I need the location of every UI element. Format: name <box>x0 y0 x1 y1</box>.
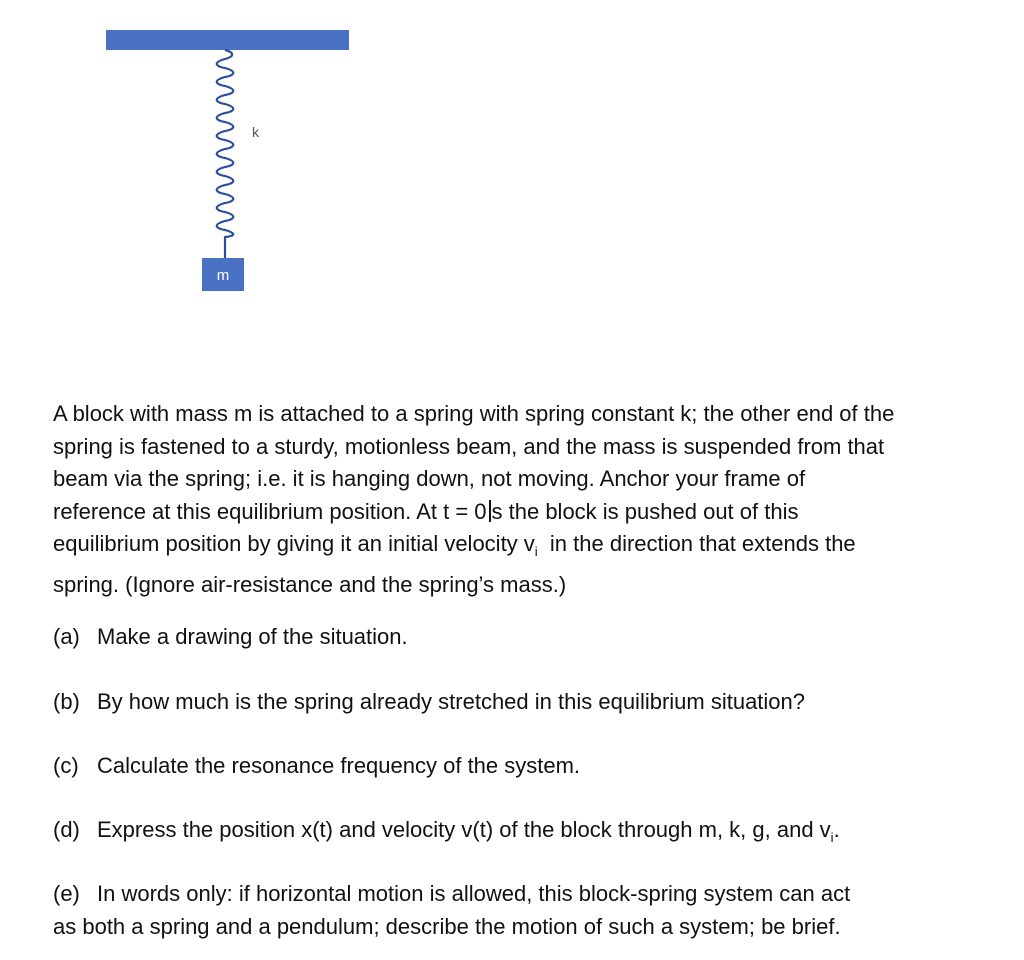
text-cursor <box>489 500 491 522</box>
problem-statement <box>53 398 1013 601</box>
question-a <box>53 621 408 654</box>
question-c <box>53 750 580 783</box>
spring-constant-label: k <box>252 124 259 140</box>
statement-line: beam via the spring; i.e. it is hanging down, not moving. Anchor your frame of <box>53 466 806 491</box>
spring-mass-diagram <box>0 0 400 320</box>
question-text: Express the position x(t) and velocity v(t) of the block through m, k, g, and v <box>97 817 831 842</box>
statement-line <box>53 528 1013 569</box>
question-tag: (d) <box>53 817 80 842</box>
question-tag: (e) <box>53 881 80 906</box>
spring-coil <box>217 50 234 258</box>
beam <box>106 30 349 50</box>
question-text: Calculate the resonance frequency of the system. <box>97 753 581 778</box>
question-text: In words only: if horizontal motion is allowed, this block-spring system can act <box>97 881 851 906</box>
question-e <box>53 878 850 943</box>
question-tag: (c) <box>53 753 79 778</box>
statement-line: spring is fastened to a sturdy, motionless beam, and the mass is suspended from that <box>53 433 885 459</box>
statement-line: spring. (Ignore air-resistance and the spring’s mass.) <box>53 571 567 597</box>
statement-text: equilibrium position by giving it an initial velocity v <box>53 531 535 556</box>
question-text: as both a spring and a pendulum; describe the motion of such a system; be brief. <box>53 913 841 939</box>
velocity-subscript: i <box>830 830 834 845</box>
question-tag: (a) <box>53 624 80 649</box>
statement-text: reference at this equilibrium position. At t = 0 <box>53 498 487 524</box>
question-text: By how much is the spring already stretched in this equilibrium situation? <box>97 689 806 714</box>
statement-line: A block with mass m is attached to a spring with spring constant k; the other end of the <box>53 401 895 426</box>
question-d <box>53 814 840 855</box>
mass-label: m <box>216 267 230 284</box>
question-text-end: . <box>833 817 840 842</box>
question-b <box>53 686 805 719</box>
velocity-subscript: i <box>534 544 538 559</box>
question-text: Make a drawing of the situation. <box>97 624 408 649</box>
question-tag: (b) <box>53 689 80 714</box>
statement-text: in the direction that extends the <box>537 531 856 556</box>
statement-line <box>53 496 1013 529</box>
statement-text: s the block is pushed out of this <box>491 498 799 524</box>
